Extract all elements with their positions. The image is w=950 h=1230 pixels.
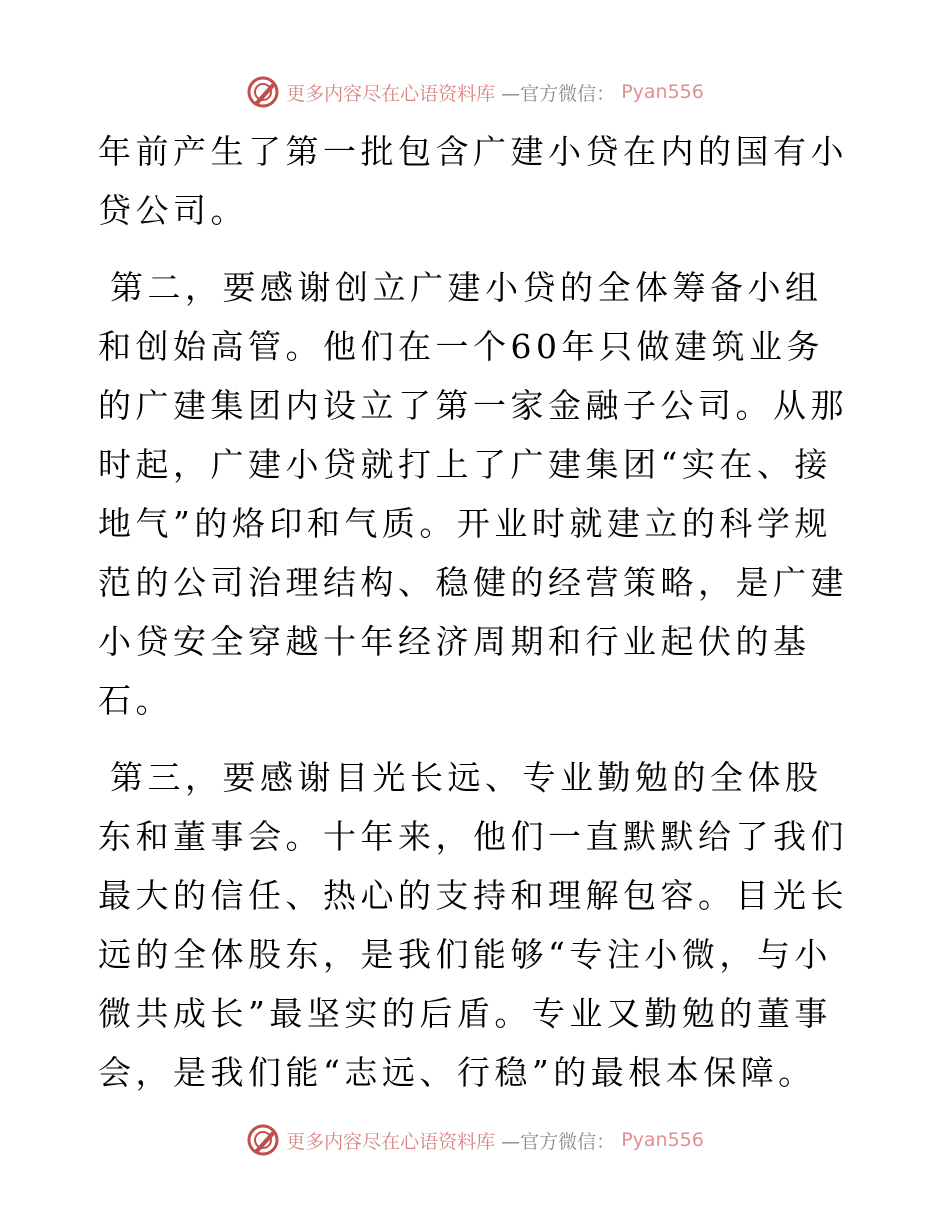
document-body — [98, 122, 858, 1120]
paragraph-continuation: 年前产生了第一批包含广建小贷在内的国有小贷公司。 — [98, 132, 848, 230]
paragraph-second-thanks: 第二，要感谢创立广建小贷的全体筹备小组和创始高管。他们在一个60年只做建筑业务的广建集团内设立了第一家金融子公司。从那时起，广建小贷就打上了广建集团“实在、接地气”的烙印和气质。开业时就建立的科学规范的公司治理结构、稳健的经营策略，是广建小贷安全穿越十年经济周期和行业起伏的基石。 — [98, 268, 848, 720]
watermark-official-label: —官方微信： — [501, 82, 616, 105]
red-pen-seal-icon — [246, 1123, 280, 1157]
watermark-official-label: —官方微信： — [501, 1130, 616, 1153]
watermark-wechat-id: Pyan556 — [621, 1129, 704, 1151]
watermark-wechat-id: Pyan556 — [621, 81, 704, 103]
footer-watermark — [0, 1120, 950, 1160]
red-pen-seal-icon — [246, 75, 280, 109]
header-watermark — [0, 72, 950, 112]
watermark-brand-text: 更多内容尽在心语资料库 — [286, 1130, 496, 1153]
paragraph-third-thanks: 第三，要感谢目光长远、专业勤勉的全体股东和董事会。十年来，他们一直默默给了我们最大的信任、热心的支持和理解包容。目光长远的全体股东，是我们能够“专注小微，与小微共成长”最坚实的后盾。专业又勤勉的董事会，是我们能“志远、行稳”的最根本保障。 — [98, 758, 848, 1092]
watermark-brand-text: 更多内容尽在心语资料库 — [286, 82, 496, 105]
